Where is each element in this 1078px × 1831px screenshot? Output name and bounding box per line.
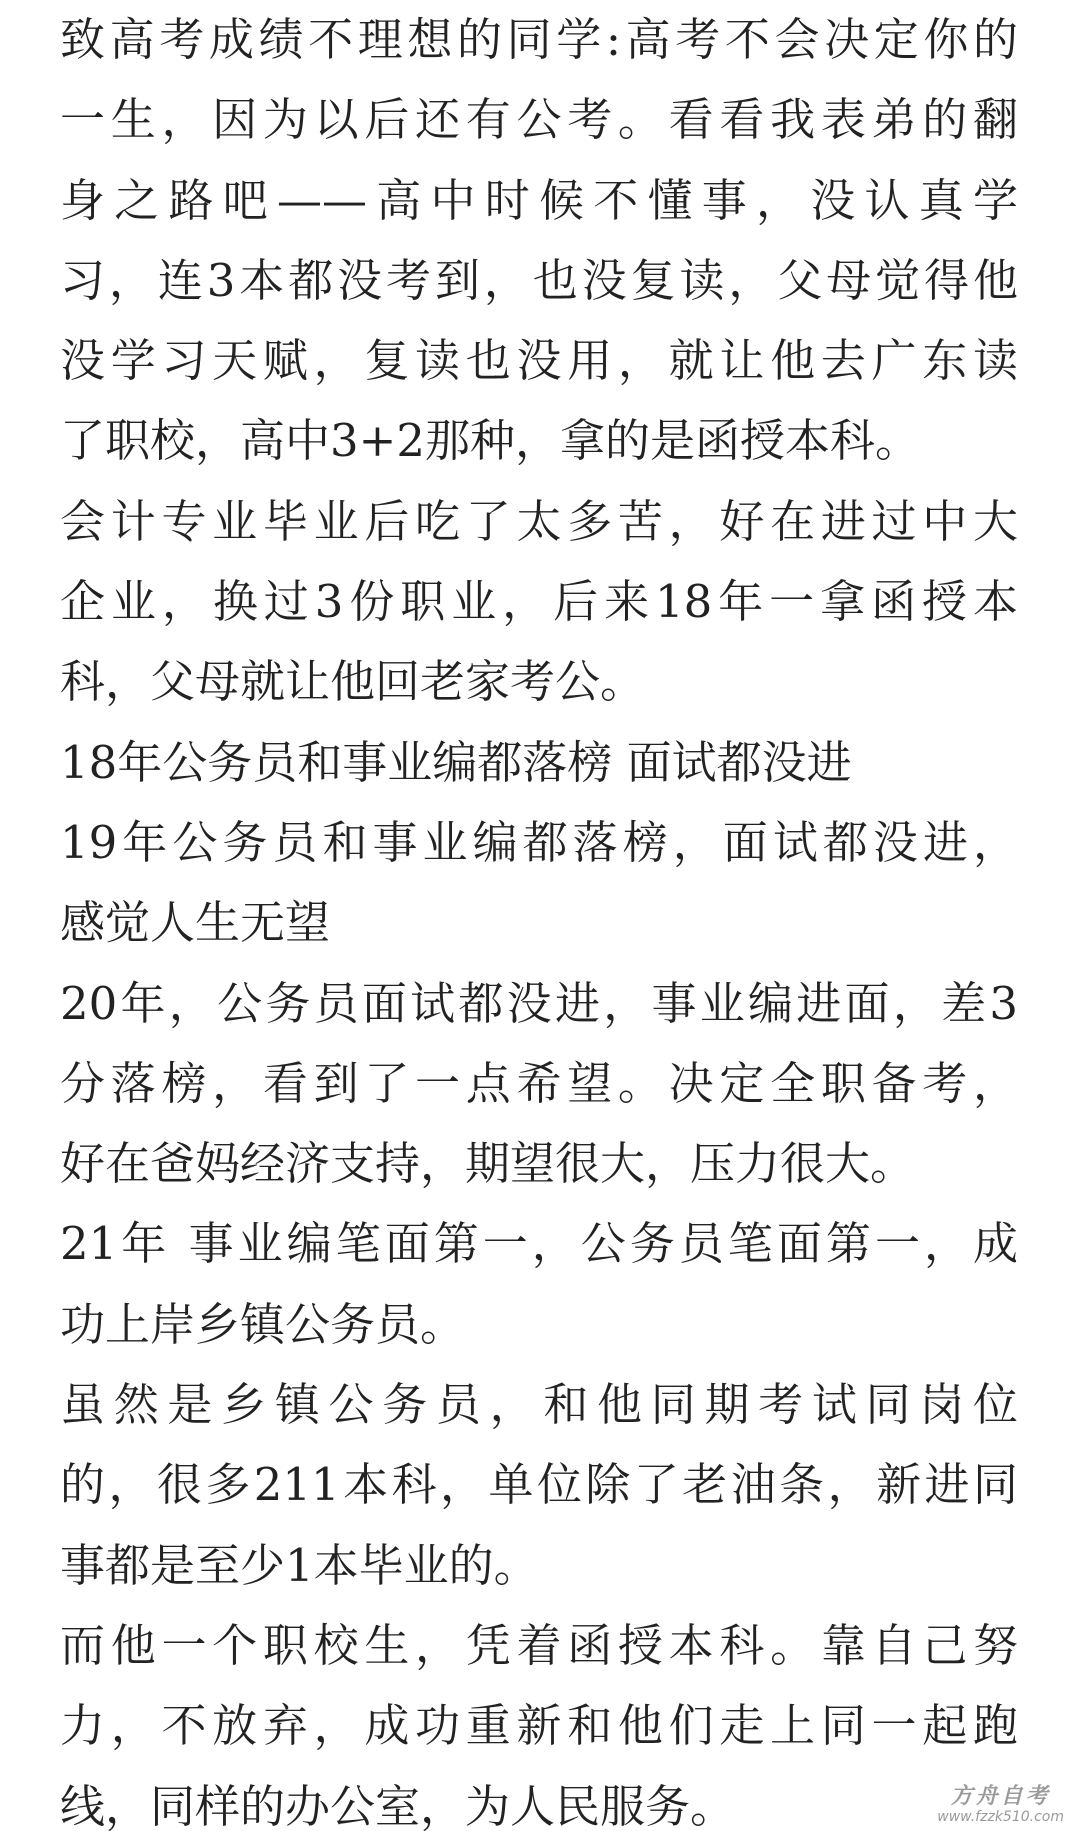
text-line-3: 身之路吧——高中时候不懂事，没认真学 (60, 173, 1018, 227)
text-line-9: 科，父母就让他回老家考公。 (60, 655, 646, 709)
text-line-17: 功上岸乡镇公务员。 (60, 1297, 466, 1351)
text-line-1: 致高考成绩不理想的同学:高考不会决定你的 (60, 13, 1018, 66)
text-line-15: 好在爸妈经济支持，期望很大，压力很大。 (60, 1137, 916, 1191)
text-line-22: 力，不放弃，成功重新和他们走上同一起跑 (60, 1699, 1018, 1753)
text-line-11: 19年公务员和事业编都落榜，面试都没进， (60, 815, 1018, 869)
text-line-10: 18年公务员和事业编都落榜 面试都没进 (60, 735, 852, 789)
text-line-2: 一生，因为以后还有公考。看看我表弟的翻 (60, 93, 1018, 147)
text-line-8: 企业，换过3份职业，后来18年一拿函授本 (60, 575, 1018, 629)
article-text (60, 0, 1018, 1831)
watermark (937, 1784, 1064, 1825)
text-line-7: 会计专业毕业后吃了太多苦，好在进过中大 (60, 494, 1018, 548)
text-line-16: 21年 事业编笔面第一，公务员笔面第一，成 (60, 1217, 1018, 1271)
text-line-19: 的，很多211本科，单位除了老油条，新进同 (60, 1458, 1018, 1512)
text-line-13: 20年，公务员面试都没进，事业编进面，差3 (60, 976, 1018, 1030)
text-line-20: 事都是至少1本毕业的。 (60, 1538, 539, 1592)
text-line-23: 线，同样的办公室，为人民服务。 (60, 1779, 736, 1831)
text-line-21: 而他一个职校生，凭着函授本科。靠自己努 (60, 1618, 1018, 1672)
watermark-url: www.fzzk510.com (937, 1808, 1064, 1825)
text-line-4: 习，连3本都没考到，也没复读，父母觉得他 (60, 253, 1018, 307)
text-line-12: 感觉人生无望 (60, 896, 331, 950)
text-line-5: 没学习天赋，复读也没用，就让他去广东读 (60, 334, 1018, 388)
text-line-18: 虽然是乡镇公务员，和他同期考试同岗位 (60, 1378, 1018, 1432)
text-line-14: 分落榜，看到了一点希望。决定全职备考， (60, 1056, 1018, 1110)
watermark-title: 方舟自考 (950, 1783, 1051, 1809)
text-line-6: 了职校，高中3+2那种，拿的是函授本科。 (60, 414, 920, 468)
